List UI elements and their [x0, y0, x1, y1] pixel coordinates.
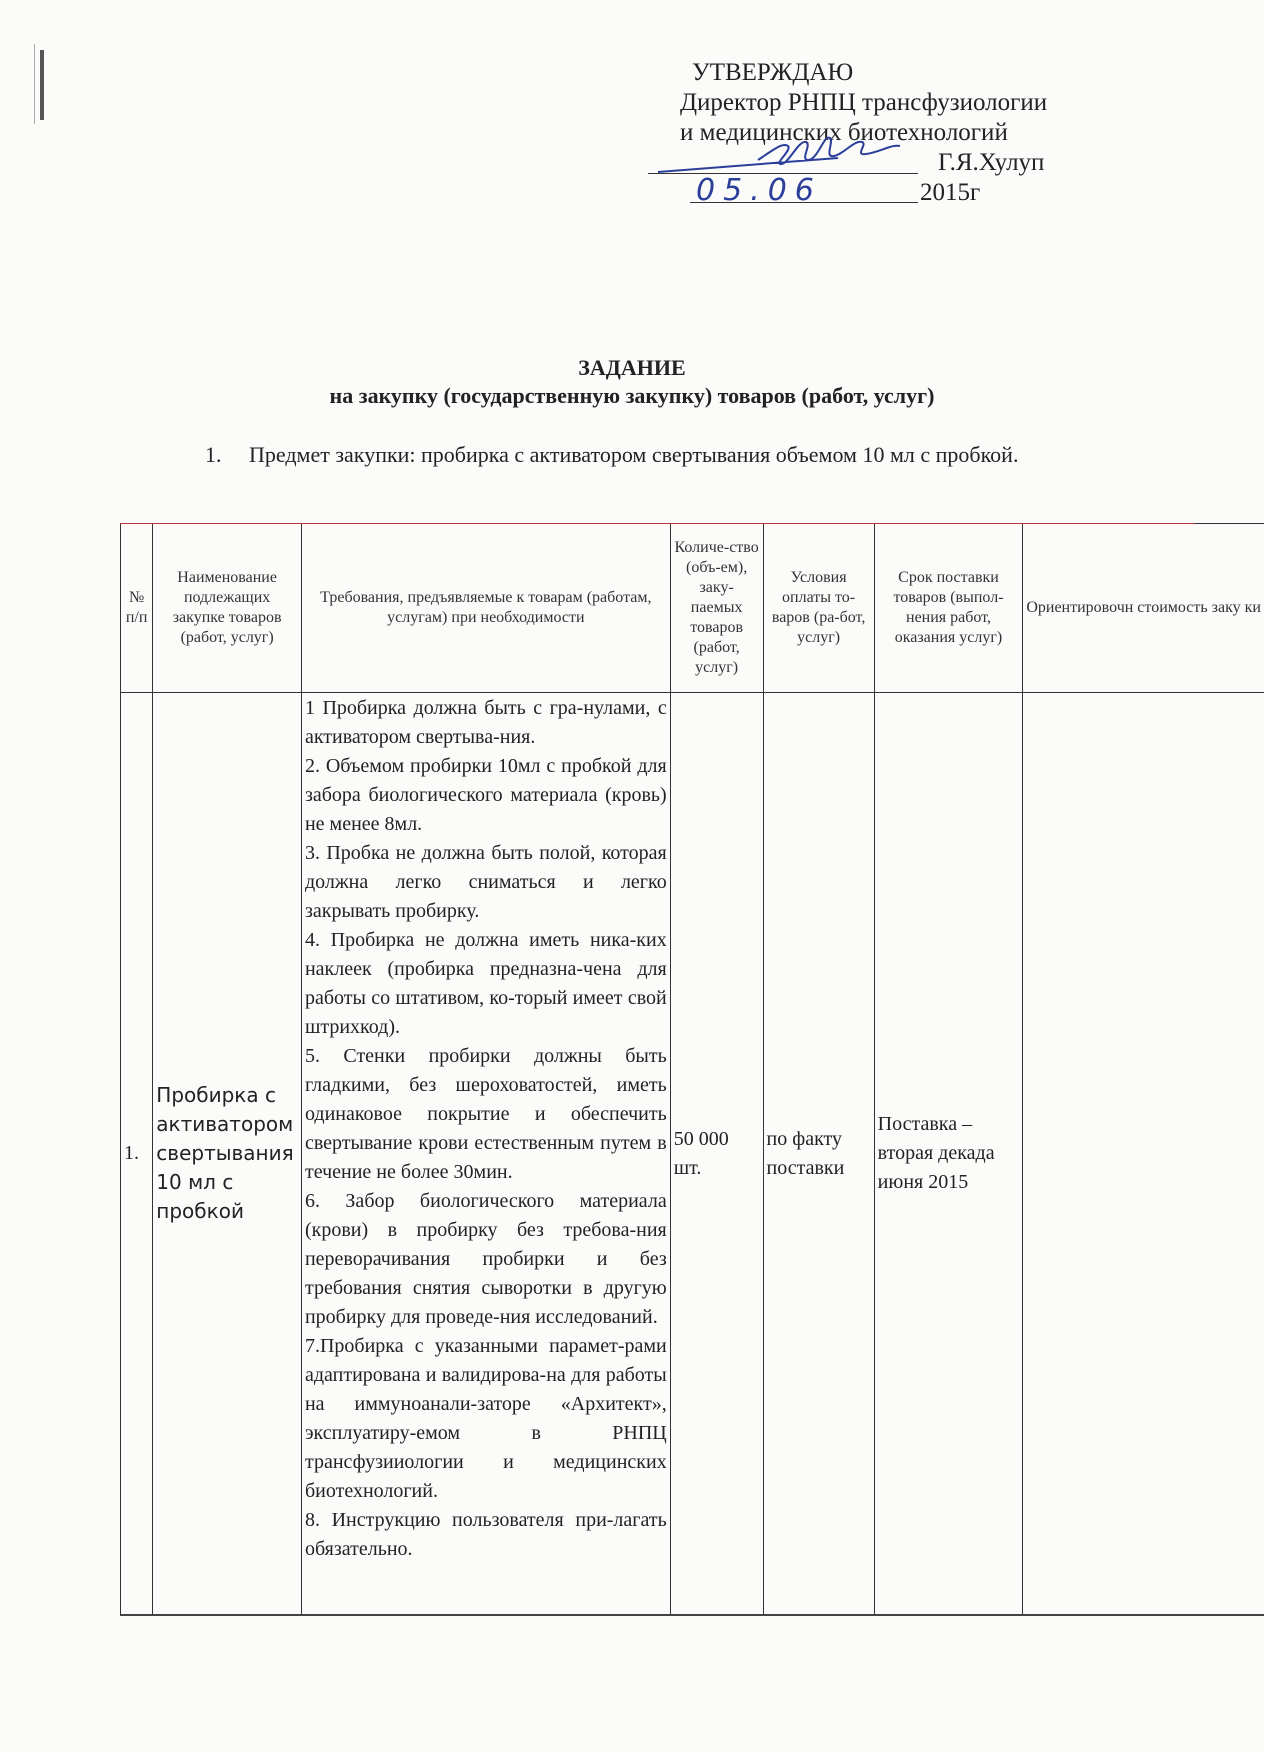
row-item-name: Пробирка с активатором свертывания 10 мл с пробкой: [153, 693, 302, 1616]
header-quantity: Количе-ство (объ-ем), заку-паемых товаров (работ, услуг): [670, 524, 763, 693]
requirement-item: 8. Инструкцию пользователя при-лагать обязательно.: [304, 1509, 667, 1560]
requirement-item: 7.Пробирка с указанными парамет-рами адаптирована и валидирова-на для работы на иммуноанали-заторе «Архитект», эксплуатиру-емом в РНПЦ трансфузииологии и медицинских биотехнологий.: [304, 1335, 667, 1502]
approval-position-line2: и медицинских биотехнологий: [680, 119, 1008, 146]
header-payment: Условия оплаты то-варов (ра-бот, услуг): [763, 524, 874, 693]
subject-text: Предмет закупки: пробирка с активатором свертывания объемом 10 мл с пробкой.: [249, 442, 1019, 467]
table-top-rule: [120, 523, 1195, 524]
handwritten-date-text: 05.06: [696, 173, 822, 208]
scan-edge-bar: [40, 50, 44, 120]
approval-label: УТВЕРЖДАЮ: [692, 59, 854, 86]
approval-year: 2015г: [920, 179, 981, 206]
procurement-subject: [205, 442, 1018, 468]
requirement-item: 3. Пробка не должна быть полой, которая должна легко сниматься и легко закрывать пробирку.: [304, 842, 667, 922]
requirement-item: 5. Стенки пробирки должны быть гладкими, без шероховатостей, иметь одинаковое покрытие и обеспечить свертывание крови естественным путем в течение не более 30мин.: [304, 1045, 667, 1183]
requirement-item: 1 Пробирка должна быть с гра-нулами, с активатором свертыва-ния.: [304, 697, 667, 748]
header-requirements: Требования, предъявляемые к товарам (работам, услугам) при необходимости: [301, 524, 670, 693]
handwritten-date: [690, 170, 920, 210]
row-cost: [1023, 693, 1264, 1616]
date-underline: [690, 202, 918, 203]
header-cost: Ориентировочн стоимость заку ки: [1023, 524, 1264, 693]
procurement-table: [120, 523, 1264, 1616]
subject-number: 1.: [205, 442, 222, 467]
document-subtitle: на закупку (государственную закупку) товаров (работ, услуг): [329, 383, 935, 408]
header-name: Наименование подлежащих закупке товаров (работ, услуг): [153, 524, 302, 693]
header-delivery: Срок поставки товаров (выпол-нения работ, оказания услуг): [874, 524, 1023, 693]
row-quantity: 50 000 шт.: [670, 693, 763, 1616]
row-delivery: Поставка – вторая декада июня 2015: [874, 693, 1023, 1616]
table-row: [121, 693, 1264, 1616]
approval-block: [680, 58, 1047, 208]
table-header-row: [121, 524, 1264, 693]
row-payment: по факту поставки: [763, 693, 874, 1616]
row-requirements: [301, 693, 670, 1616]
document-title: ЗАДАНИЕ: [578, 355, 686, 380]
row-number: 1.: [121, 693, 153, 1616]
approval-signer: Г.Я.Хулуп: [938, 149, 1045, 176]
approval-position-line1: Директор РНПЦ трансфузиологии: [680, 89, 1048, 116]
scan-edge-mark: [34, 44, 35, 124]
date-line: [680, 173, 1047, 208]
header-number: № п/п: [121, 524, 153, 693]
requirement-item: 6. Забор биологического материала (крови) в пробирку без требова-ния переворачивания пробирки и без требования снятия сыворотки в другую пробирку для проведе-ния исследований.: [304, 1190, 667, 1328]
requirement-item: 4. Пробирка не должна иметь ника-ких наклеек (пробирка предназна-чена для работы со штативом, ко-торый имеет свой штрихкод).: [304, 929, 667, 1038]
requirement-item: 2. Объемом пробирки 10мл с пробкой для забора биологического материала (кровь) не менее 8мл.: [304, 755, 667, 835]
